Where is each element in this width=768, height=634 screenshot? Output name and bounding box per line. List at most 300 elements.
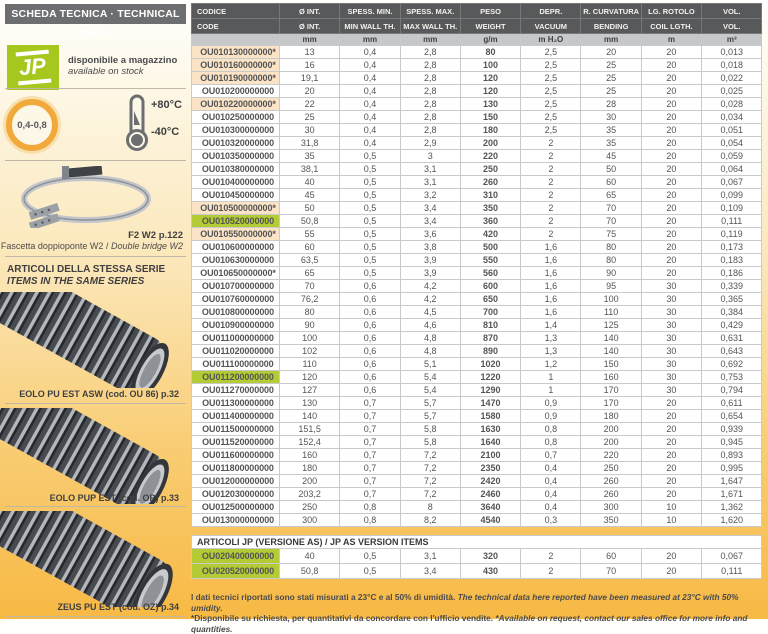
value-cell: 1 [521, 384, 581, 397]
product-code-cell: OU012030000000 [192, 488, 280, 501]
units-cell: mm [280, 34, 340, 46]
value-cell: 8 [400, 501, 460, 514]
pressure-badge: 0,4-0,8 [6, 99, 58, 151]
value-cell: 30 [641, 384, 701, 397]
value-cell: 1,647 [702, 475, 762, 488]
footnote-line2-it: *Disponibile su richiesta, per quantitativi da concordare con l'ufficio vendite. [191, 613, 494, 623]
value-cell: 30 [581, 111, 641, 124]
value-cell: 350 [581, 514, 641, 527]
value-cell: 20 [641, 564, 701, 579]
value-cell: 4,6 [400, 319, 460, 332]
value-cell: 0,111 [702, 215, 762, 228]
value-cell: 0,025 [702, 85, 762, 98]
value-cell: 20 [641, 436, 701, 449]
value-cell: 300 [581, 501, 641, 514]
product-code-cell: OU020520000000 [192, 564, 280, 579]
value-cell: 8,2 [400, 514, 460, 527]
header-cell: VACUUM [521, 19, 581, 34]
value-cell: 65 [280, 267, 340, 280]
header-cell: MAX WALL TH. [400, 19, 460, 34]
product-code-cell: OU020400000000 [192, 549, 280, 564]
value-cell: 0,939 [702, 423, 762, 436]
value-cell: 3,1 [400, 176, 460, 189]
header-cell: DEPR. [521, 4, 581, 19]
value-cell: 7,2 [400, 475, 460, 488]
value-cell: 0,5 [340, 189, 400, 202]
value-cell: 20 [641, 59, 701, 72]
table-row [192, 475, 762, 488]
value-cell: 0,8 [340, 514, 400, 527]
series-heading [7, 264, 165, 288]
value-cell: 80 [460, 46, 520, 59]
value-cell: 0,6 [340, 306, 400, 319]
header-cell: SPESS. MIN. [340, 4, 400, 19]
value-cell: 7,2 [400, 462, 460, 475]
value-cell: 0,5 [340, 241, 400, 254]
product-code-cell: OU010200000000 [192, 85, 280, 98]
footnote-line1-it: I dati tecnici riportati sono stati misurati a 23°C e al 50% di umidità. [191, 592, 456, 602]
value-cell: 20 [641, 397, 701, 410]
product-code-cell: OU010630000000 [192, 254, 280, 267]
value-cell: 0,6 [340, 280, 400, 293]
value-cell: 1,2 [521, 358, 581, 371]
as-version-table [191, 535, 762, 579]
value-cell: 170 [581, 384, 641, 397]
product-code-cell: OU010500000000* [192, 202, 280, 215]
value-cell: 200 [581, 423, 641, 436]
value-cell: 20 [641, 475, 701, 488]
product-code-cell: OU010130000000* [192, 46, 280, 59]
value-cell: 1020 [460, 358, 520, 371]
value-cell: 0,7 [340, 449, 400, 462]
product-code-cell: OU010650000000* [192, 267, 280, 280]
value-cell: 30 [641, 345, 701, 358]
product-code-cell: OU010600000000 [192, 241, 280, 254]
value-cell: 0,692 [702, 358, 762, 371]
value-cell: 0,4 [340, 72, 400, 85]
value-cell: 100 [460, 59, 520, 72]
value-cell: 250 [280, 501, 340, 514]
header-cell: WEIGHT [460, 19, 520, 34]
value-cell: 650 [460, 293, 520, 306]
value-cell: 50,8 [280, 215, 340, 228]
product-code-cell: OU010400000000 [192, 176, 280, 189]
product-code-cell: OU010520000000 [192, 215, 280, 228]
product-code-cell: OU011400000000 [192, 410, 280, 423]
value-cell: 0,5 [340, 150, 400, 163]
value-cell: 20 [280, 85, 340, 98]
footnote-line1 [191, 592, 762, 613]
product-code-cell: OU010220000000* [192, 98, 280, 111]
value-cell: 0,7 [340, 410, 400, 423]
value-cell: 3,4 [400, 215, 460, 228]
value-cell: 120 [460, 72, 520, 85]
hose-image-eolo-pup-est [0, 408, 184, 504]
product-code-cell: OU010700000000 [192, 280, 280, 293]
value-cell: 75 [581, 228, 641, 241]
clamp-caption [0, 241, 183, 251]
value-cell: 4,8 [400, 332, 460, 345]
value-cell: 20 [641, 150, 701, 163]
value-cell: 0,6 [340, 332, 400, 345]
value-cell: 0,4 [340, 111, 400, 124]
value-cell: 0,186 [702, 267, 762, 280]
main-content [191, 3, 762, 634]
value-cell: 0,111 [702, 564, 762, 579]
header-cell: Ø INT. [280, 4, 340, 19]
value-cell: 127 [280, 384, 340, 397]
value-cell: 200 [280, 475, 340, 488]
table-row [192, 306, 762, 319]
value-cell: 2,5 [521, 46, 581, 59]
value-cell: 100 [581, 293, 641, 306]
value-cell: 2,8 [400, 98, 460, 111]
product-code-cell: OU011520000000 [192, 436, 280, 449]
value-cell: 20 [581, 46, 641, 59]
as-section-title: ARTICOLI JP (VERSIONE AS) / JP AS VERSION ITEMS [192, 536, 762, 549]
value-cell: 0,5 [340, 202, 400, 215]
value-cell: 0,7 [340, 436, 400, 449]
table-row [192, 397, 762, 410]
value-cell: 0,4 [340, 46, 400, 59]
value-cell: 0,4 [521, 462, 581, 475]
value-cell: 430 [460, 564, 520, 579]
value-cell: 0,064 [702, 163, 762, 176]
value-cell: 7,2 [400, 449, 460, 462]
value-cell: 152,4 [280, 436, 340, 449]
value-cell: 2,8 [400, 85, 460, 98]
value-cell: 0,6 [340, 371, 400, 384]
product-code-cell: OU012500000000 [192, 501, 280, 514]
units-cell: g/m [460, 34, 520, 46]
value-cell: 1,620 [702, 514, 762, 527]
product-code-cell: OU010350000000 [192, 150, 280, 163]
value-cell: 130 [460, 98, 520, 111]
product-code-cell: OU010900000000 [192, 319, 280, 332]
product-code-cell: OU010320000000 [192, 137, 280, 150]
value-cell: 2 [521, 215, 581, 228]
value-cell: 2420 [460, 475, 520, 488]
value-cell: 0,339 [702, 280, 762, 293]
table-row [192, 176, 762, 189]
value-cell: 260 [460, 176, 520, 189]
value-cell: 180 [460, 124, 520, 137]
table-row [192, 549, 762, 564]
value-cell: 35 [581, 137, 641, 150]
value-cell: 160 [581, 371, 641, 384]
value-cell: 0,4 [521, 501, 581, 514]
header-cell: CODE [192, 19, 280, 34]
value-cell: 0,9 [521, 410, 581, 423]
value-cell: 120 [460, 85, 520, 98]
value-cell: 20 [641, 410, 701, 423]
value-cell: 20 [641, 124, 701, 137]
value-cell: 50 [280, 202, 340, 215]
value-cell: 3,1 [400, 549, 460, 564]
table-row [192, 137, 762, 150]
value-cell: 60 [581, 549, 641, 564]
table-row [192, 319, 762, 332]
value-cell: 5,7 [400, 410, 460, 423]
value-cell: 3640 [460, 501, 520, 514]
table-row [192, 202, 762, 215]
table-row [192, 189, 762, 202]
header-cell: R. CURVATURA [581, 4, 641, 19]
units-row [192, 34, 762, 46]
tech-table [191, 3, 762, 527]
value-cell: 110 [581, 306, 641, 319]
value-cell: 20 [641, 449, 701, 462]
value-cell: 130 [280, 397, 340, 410]
product-code-cell: OU010800000000 [192, 306, 280, 319]
jp-logo-text: JP [15, 50, 51, 86]
value-cell: 4540 [460, 514, 520, 527]
value-cell: 2 [521, 137, 581, 150]
table-row [192, 98, 762, 111]
value-cell: 150 [460, 111, 520, 124]
value-cell: 80 [581, 254, 641, 267]
header-cell: BENDING [581, 19, 641, 34]
table-row [192, 423, 762, 436]
hose-caption: EOLO PUP EST (cod. OP) p.33 [49, 493, 179, 503]
value-cell: 30 [641, 358, 701, 371]
product-code-cell: OU011200000000 [192, 371, 280, 384]
table-row [192, 436, 762, 449]
value-cell: 0,034 [702, 111, 762, 124]
value-cell: 20 [641, 423, 701, 436]
value-cell: 0,028 [702, 98, 762, 111]
value-cell: 20 [641, 98, 701, 111]
footnote-line2-en: *Available on request, contact our sales office for more info and quantities. [191, 613, 748, 634]
value-cell: 310 [460, 189, 520, 202]
product-code-cell: OU010160000000* [192, 59, 280, 72]
value-cell: 35 [581, 124, 641, 137]
product-code-cell: OU010760000000 [192, 293, 280, 306]
value-cell: 40 [280, 549, 340, 564]
value-cell: 1,6 [521, 293, 581, 306]
product-code-cell: OU010450000000 [192, 189, 280, 202]
value-cell: 2 [521, 176, 581, 189]
value-cell: 1580 [460, 410, 520, 423]
value-cell: 2100 [460, 449, 520, 462]
value-cell: 0,8 [521, 423, 581, 436]
value-cell: 1,3 [521, 332, 581, 345]
product-code-cell: OU013000000000 [192, 514, 280, 527]
value-cell: 70 [581, 215, 641, 228]
value-cell: 25 [280, 111, 340, 124]
value-cell: 0,7 [340, 488, 400, 501]
value-cell: 260 [581, 475, 641, 488]
hose-caption: EOLO PU EST ASW (cod. OU 86) p.32 [19, 389, 179, 399]
value-cell: 20 [641, 176, 701, 189]
table-row [192, 514, 762, 527]
value-cell: 0,013 [702, 46, 762, 59]
product-code-cell: OU011000000000 [192, 332, 280, 345]
value-cell: 30 [641, 332, 701, 345]
value-cell: 2 [521, 202, 581, 215]
value-cell: 0,945 [702, 436, 762, 449]
value-cell: 1640 [460, 436, 520, 449]
value-cell: 3,2 [400, 189, 460, 202]
product-code-cell: OU011270000000 [192, 384, 280, 397]
clamp-ref: F2 W2 p.122 [128, 230, 183, 241]
value-cell: 0,054 [702, 137, 762, 150]
value-cell: 700 [460, 306, 520, 319]
product-code-cell: OU010300000000 [192, 124, 280, 137]
series-heading-it: ARTICOLI DELLA STESSA SERIE [7, 264, 166, 275]
value-cell: 5,8 [400, 436, 460, 449]
clamp-caption-it: Fascetta doppioponte W2 / [0, 241, 109, 251]
value-cell: 10 [641, 501, 701, 514]
units-cell: m³ [702, 34, 762, 46]
value-cell: 20 [641, 111, 701, 124]
value-cell: 0,794 [702, 384, 762, 397]
value-cell: 360 [460, 215, 520, 228]
value-cell: 0,611 [702, 397, 762, 410]
value-cell: 20 [641, 267, 701, 280]
value-cell: 160 [280, 449, 340, 462]
value-cell: 80 [280, 306, 340, 319]
value-cell: 70 [581, 202, 641, 215]
table-row [192, 358, 762, 371]
value-cell: 1,6 [521, 280, 581, 293]
value-cell: 0,109 [702, 202, 762, 215]
availability-en: available on stock [68, 66, 144, 77]
value-cell: 4,8 [400, 345, 460, 358]
value-cell: 0,7 [340, 397, 400, 410]
value-cell: 5,1 [400, 358, 460, 371]
value-cell: 16 [280, 59, 340, 72]
sidebar [0, 0, 190, 619]
value-cell: 0,5 [340, 228, 400, 241]
table-row [192, 332, 762, 345]
value-cell: 1,362 [702, 501, 762, 514]
value-cell: 1470 [460, 397, 520, 410]
units-cell: m [641, 34, 701, 46]
value-cell: 1,4 [521, 319, 581, 332]
footnote-line2 [191, 613, 762, 634]
value-cell: 3,6 [400, 228, 460, 241]
table-row [192, 488, 762, 501]
product-code-cell: OU010380000000 [192, 163, 280, 176]
value-cell: 3,9 [400, 254, 460, 267]
value-cell: 0,6 [340, 384, 400, 397]
value-cell: 2 [521, 163, 581, 176]
table-row [192, 228, 762, 241]
clamp-caption-en: Double bridge W2 [110, 241, 183, 251]
value-cell: 0,6 [340, 358, 400, 371]
value-cell: 20 [641, 228, 701, 241]
value-cell: 0,018 [702, 59, 762, 72]
value-cell: 50,8 [280, 564, 340, 579]
value-cell: 0,5 [340, 564, 400, 579]
table-row [192, 293, 762, 306]
value-cell: 200 [460, 137, 520, 150]
value-cell: 70 [581, 564, 641, 579]
units-cell: mm [400, 34, 460, 46]
value-cell: 0,3 [521, 514, 581, 527]
value-cell: 2,5 [521, 124, 581, 137]
value-cell: 125 [581, 319, 641, 332]
value-cell: 13 [280, 46, 340, 59]
value-cell: 1290 [460, 384, 520, 397]
value-cell: 20 [641, 215, 701, 228]
value-cell: 170 [581, 397, 641, 410]
value-cell: 2 [521, 549, 581, 564]
units-cell: mm [581, 34, 641, 46]
value-cell: 350 [460, 202, 520, 215]
value-cell: 3 [400, 150, 460, 163]
product-code-cell: OU011100000000 [192, 358, 280, 371]
value-cell: 250 [581, 462, 641, 475]
value-cell: 2,5 [521, 72, 581, 85]
product-code-cell: OU011500000000 [192, 423, 280, 436]
value-cell: 20 [641, 241, 701, 254]
value-cell: 180 [581, 410, 641, 423]
table-row [192, 410, 762, 423]
value-cell: 25 [581, 85, 641, 98]
value-cell: 55 [280, 228, 340, 241]
table-row [192, 215, 762, 228]
value-cell: 0,7 [340, 462, 400, 475]
value-cell: 1630 [460, 423, 520, 436]
value-cell: 420 [460, 228, 520, 241]
value-cell: 0,183 [702, 254, 762, 267]
value-cell: 3,9 [400, 267, 460, 280]
value-cell: 20 [641, 189, 701, 202]
value-cell: 300 [280, 514, 340, 527]
value-cell: 600 [460, 280, 520, 293]
header-cell: VOL. [702, 4, 762, 19]
value-cell: 2,5 [521, 111, 581, 124]
value-cell: 3,4 [400, 202, 460, 215]
value-cell: 0,4 [521, 475, 581, 488]
value-cell: 7,2 [400, 488, 460, 501]
series-heading-en: ITEMS IN THE SAME SERIES [7, 276, 145, 287]
value-cell: 0,893 [702, 449, 762, 462]
product-code-cell: OU011800000000 [192, 462, 280, 475]
availability-it: disponibile a magazzino [68, 55, 178, 66]
value-cell: 151,5 [280, 423, 340, 436]
table-row [192, 254, 762, 267]
value-cell: 5,8 [400, 423, 460, 436]
value-cell: 0,022 [702, 72, 762, 85]
value-cell: 1,671 [702, 488, 762, 501]
value-cell: 30 [280, 124, 340, 137]
divider [5, 403, 186, 404]
clamp-image [10, 166, 158, 228]
value-cell: 50 [581, 163, 641, 176]
value-cell: 2,8 [400, 124, 460, 137]
value-cell: 0,753 [702, 371, 762, 384]
value-cell: 2 [521, 228, 581, 241]
footnote-line1-en: The technical data here reported have been measured at 23°C with 50% umidity. [191, 592, 739, 613]
table-row [192, 462, 762, 475]
header-cell: COIL LGTH. [641, 19, 701, 34]
value-cell: 20 [641, 163, 701, 176]
value-cell: 0,7 [340, 423, 400, 436]
header-cell: CODICE [192, 4, 280, 19]
value-cell: 0,8 [521, 436, 581, 449]
value-cell: 0,6 [340, 319, 400, 332]
value-cell: 25 [581, 72, 641, 85]
value-cell: 0,643 [702, 345, 762, 358]
value-cell: 2,5 [521, 98, 581, 111]
value-cell: 30 [641, 293, 701, 306]
as-section-header [192, 536, 762, 549]
value-cell: 140 [280, 410, 340, 423]
value-cell: 0,5 [340, 549, 400, 564]
